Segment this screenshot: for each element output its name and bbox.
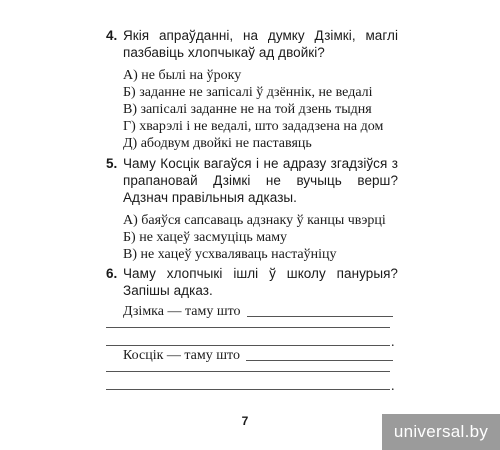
answer-row-kostsik bbox=[123, 346, 393, 364]
question-6 bbox=[106, 265, 398, 299]
answer-line[interactable] bbox=[106, 371, 390, 372]
question-text: Чаму хлопчыкі ішлі ў школу панурыя? Запішы адказ. bbox=[123, 266, 398, 298]
question-number: 6. bbox=[106, 266, 118, 281]
options-list bbox=[123, 212, 398, 263]
question-number: 5. bbox=[106, 156, 118, 171]
option-e[interactable]: Д) абодвум двойкі не паставяць bbox=[123, 136, 312, 151]
option-b[interactable]: Б) заданне не запісалі ў дзённік, не ведалі bbox=[123, 85, 373, 100]
question-number: 4. bbox=[106, 28, 118, 43]
option-c[interactable]: В) запісалі заданне не на той дзень тыдня bbox=[123, 102, 372, 117]
watermark: universal.by bbox=[382, 414, 500, 450]
line-end-dot: . bbox=[391, 335, 395, 350]
question-4 bbox=[106, 27, 398, 152]
answer-label: Дзімка — таму што bbox=[123, 304, 241, 319]
answer-line[interactable] bbox=[106, 327, 390, 328]
answer-label: Косцік — таму што bbox=[123, 348, 240, 363]
answer-line[interactable] bbox=[246, 360, 393, 361]
question-5 bbox=[106, 155, 398, 263]
question-text: Якія апраўданні, на думку Дзімкі, маглі пазбавіць хлопчыкаў ад двойкі? bbox=[123, 28, 398, 60]
answer-line[interactable] bbox=[106, 389, 390, 390]
answer-row-dzimka bbox=[123, 302, 393, 320]
option-a[interactable]: А) баяўся сапсаваць адзнаку ў канцы чвэрці bbox=[123, 213, 386, 228]
option-b[interactable]: Б) не хацеў засмуціць маму bbox=[123, 230, 288, 245]
options-list bbox=[123, 67, 398, 152]
answer-line[interactable] bbox=[247, 316, 393, 317]
option-d[interactable]: Г) хварэлі і не ведалі, што зададзена на дом bbox=[123, 119, 384, 134]
option-c[interactable]: В) не хацеў усхваляваць настаўніцу bbox=[123, 247, 337, 262]
option-a[interactable]: А) не былі на ўроку bbox=[123, 68, 242, 83]
line-end-dot: . bbox=[391, 379, 395, 394]
question-text: Чаму Косцік вагаўся і не адразу згадзіўся з прапановай Дзімкі не вучыць верш? Адзнач правільныя адказы. bbox=[123, 156, 398, 205]
page-number: 7 bbox=[241, 414, 249, 428]
